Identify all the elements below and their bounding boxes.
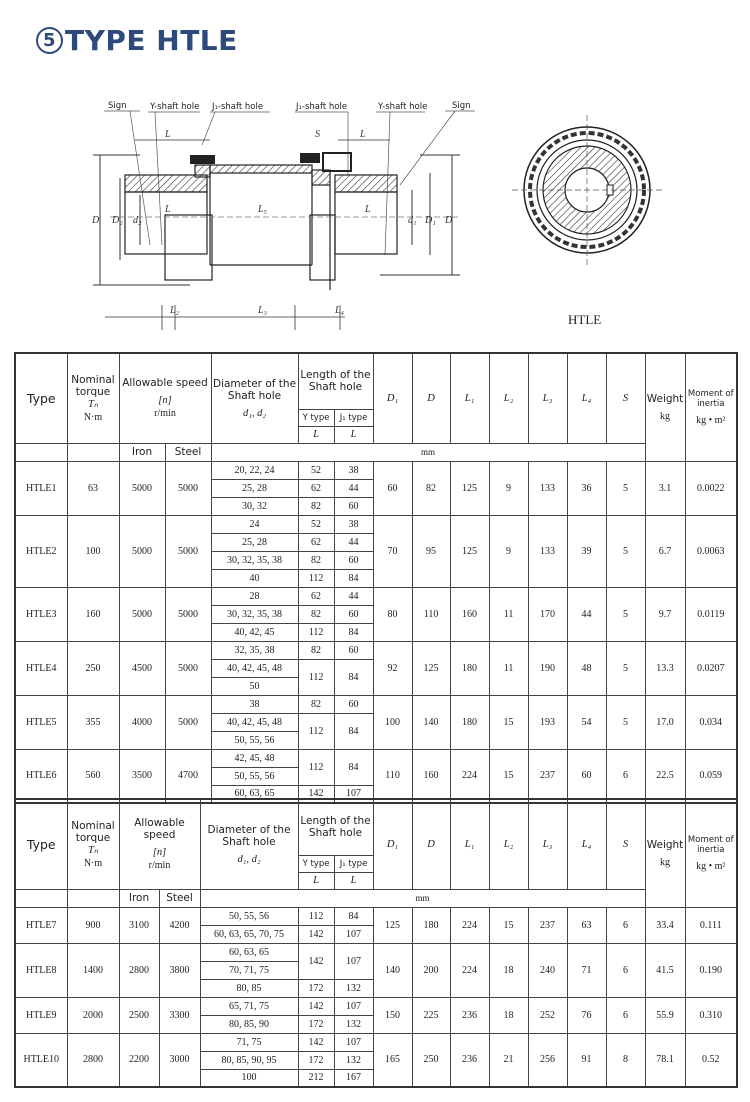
cell-type: HTLE1 [15,461,67,515]
header-y-type: Y type [298,409,334,426]
cell-L3: 190 [528,641,567,695]
cell-inertia: 0.310 [685,997,737,1033]
table-row [15,943,737,961]
header-S: S [606,353,645,443]
cell-L2: 21 [489,1033,528,1087]
dim-S: S [315,129,320,140]
cell-bore: 60, 63, 65 [211,785,298,803]
cell-inertia: 0.0022 [685,461,737,515]
coupling-diagram [90,95,690,340]
cell-type: HTLE10 [15,1033,67,1087]
cell-torque: 2800 [67,1033,119,1087]
cell-L1: 236 [450,997,489,1033]
cell-L1: 180 [450,641,489,695]
cell-D1: 150 [373,997,412,1033]
cell-bore: 40 [211,569,298,587]
cell-j1-length: 44 [334,479,373,497]
cell-bore: 20, 22, 24 [211,461,298,479]
cell-weight: 9.7 [645,587,685,641]
cell-y-length: 82 [298,641,334,659]
cell-iron: 4500 [119,641,165,695]
dim-d2: d₂ [133,215,142,226]
cell-D1: 125 [373,907,412,943]
label-j1-shaft-left: J₁-shaft hole [212,102,264,112]
cell-torque: 1400 [67,943,119,997]
cell-L2: 18 [489,943,528,997]
cell-bore: 25, 28 [211,479,298,497]
cell-inertia: 0.059 [685,749,737,803]
cell-L3: 252 [528,997,567,1033]
cell-iron: 5000 [119,587,165,641]
dim-D-right: D [445,215,453,226]
cell-j1-length: 107 [334,925,373,943]
cell-type: HTLE5 [15,695,67,749]
dim-L5: L₅ [258,204,268,215]
header-D1: D₁ [373,353,412,443]
cell-j1-length: 132 [334,1051,373,1069]
cell-steel: 5000 [165,641,211,695]
cell-j1-length: 84 [334,713,373,749]
cell-y-length: 112 [298,569,334,587]
cell-L2: 15 [489,907,528,943]
cell-y-length: 112 [298,907,334,925]
cell-D1: 70 [373,515,412,587]
header-length: Length of the Shaft hole [298,799,373,855]
cell-S: 8 [606,1033,645,1087]
cell-weight: 6.7 [645,515,685,587]
cell-L3: 133 [528,461,567,515]
cell-type: HTLE2 [15,515,67,587]
cell-y-length: 112 [298,659,334,695]
header-blank-2 [67,889,119,907]
cell-D: 160 [412,749,450,803]
cell-bore: 80, 85, 90 [200,1015,298,1033]
cell-bore: 60, 63, 65 [200,943,298,961]
cell-inertia: 0.111 [685,907,737,943]
cell-L1: 160 [450,587,489,641]
cell-j1-length: 84 [334,659,373,695]
cell-steel: 3300 [159,997,200,1033]
dim-D2: D₂ [112,215,123,226]
cell-D: 200 [412,943,450,997]
cell-S: 5 [606,515,645,587]
cell-inertia: 0.0207 [685,641,737,695]
section-number-badge: 5 [36,27,63,54]
cell-j1-length: 107 [334,1033,373,1051]
dim-L-top-left: L [165,129,171,140]
header-blank-2 [67,443,119,461]
cell-j1-length: 84 [334,907,373,925]
cell-L4: 71 [567,943,606,997]
cell-bore: 65, 71, 75 [200,997,298,1015]
cell-bore: 30, 32, 35, 38 [211,605,298,623]
header-moment: Moment of inertia kg • m² [685,353,737,461]
cell-L1: 125 [450,515,489,587]
cell-bore: 32, 35, 38 [211,641,298,659]
cell-j1-length: 132 [334,1015,373,1033]
cell-L4: 76 [567,997,606,1033]
dim-L4: L₄ [335,305,345,316]
cell-torque: 355 [67,695,119,749]
cell-weight: 41.5 [645,943,685,997]
cell-y-length: 62 [298,533,334,551]
cell-weight: 55.9 [645,997,685,1033]
cell-type: HTLE6 [15,749,67,803]
label-y-shaft-right: Y-shaft hole [378,102,428,112]
cell-type: HTLE3 [15,587,67,641]
cell-weight: 78.1 [645,1033,685,1087]
table-row [15,997,737,1015]
table-row [15,1033,737,1051]
cell-bore: 30, 32 [211,497,298,515]
header-blank-1 [15,443,67,461]
cell-y-length: 142 [298,785,334,803]
cell-weight: 3.1 [645,461,685,515]
cell-bore: 40, 42, 45, 48 [211,713,298,731]
title-text: TYPE HTLE [65,24,238,57]
cell-j1-length: 60 [334,605,373,623]
cell-steel: 5000 [165,461,211,515]
header-torque: Nominal torque Tₙ N·m [67,353,119,443]
cell-inertia: 0.0119 [685,587,737,641]
cell-y-length: 172 [298,1015,334,1033]
header-length: Length of the Shaft hole [298,353,373,409]
cell-L1: 224 [450,907,489,943]
cell-j1-length: 132 [334,979,373,997]
cell-L2: 11 [489,587,528,641]
dim-L-right: L [365,204,371,215]
header-diameter: Diameter of the Shaft hole d₁, d₂ [211,353,298,443]
header-j1-type: J₁ type [334,409,373,426]
cell-S: 5 [606,587,645,641]
cell-type: HTLE4 [15,641,67,695]
cell-j1-length: 44 [334,533,373,551]
cell-D: 95 [412,515,450,587]
cell-L1: 224 [450,943,489,997]
cell-inertia: 0.034 [685,695,737,749]
cell-j1-length: 107 [334,785,373,803]
header-weight: Weight kg [645,799,685,907]
cell-torque: 2000 [67,997,119,1033]
cell-steel: 5000 [165,587,211,641]
cell-bore: 60, 63, 65, 70, 75 [200,925,298,943]
cell-y-length: 82 [298,605,334,623]
cell-bore: 24 [211,515,298,533]
header-j1-L: L [334,426,373,443]
cell-bore: 28 [211,587,298,605]
cell-type: HTLE9 [15,997,67,1033]
cell-L3: 256 [528,1033,567,1087]
cell-L3: 170 [528,587,567,641]
cell-j1-length: 38 [334,515,373,533]
dim-D-left: D [92,215,100,226]
cell-D: 250 [412,1033,450,1087]
cell-y-length: 212 [298,1069,334,1087]
cell-D: 110 [412,587,450,641]
header-j1-L: L [334,872,373,889]
cell-j1-length: 84 [334,749,373,785]
header-speed: Allowable speed [n] r/min [119,353,211,443]
cell-j1-length: 107 [334,943,373,979]
cell-bore: 38 [211,695,298,713]
cell-j1-length: 38 [334,461,373,479]
cell-bore: 50 [211,677,298,695]
cell-L3: 237 [528,907,567,943]
cell-L2: 15 [489,749,528,803]
header-torque: Nominal torque Tₙ N·m [67,799,119,889]
cell-y-length: 142 [298,943,334,979]
cell-L4: 91 [567,1033,606,1087]
header-steel: Steel [165,443,211,461]
cell-L2: 18 [489,997,528,1033]
cell-iron: 3500 [119,749,165,803]
cell-S: 5 [606,461,645,515]
header-iron: Iron [119,443,165,461]
cell-D1: 110 [373,749,412,803]
cell-j1-length: 60 [334,641,373,659]
cell-y-length: 82 [298,695,334,713]
dim-d1: d₁ [408,215,417,226]
header-L3: L₃ [528,799,567,889]
cell-L2: 9 [489,461,528,515]
cell-torque: 250 [67,641,119,695]
cell-j1-length: 44 [334,587,373,605]
cell-D: 180 [412,907,450,943]
cell-L1: 180 [450,695,489,749]
cell-L3: 237 [528,749,567,803]
cell-y-length: 142 [298,997,334,1015]
header-L4: L₄ [567,799,606,889]
cell-L2: 15 [489,695,528,749]
cell-j1-length: 60 [334,497,373,515]
cell-iron: 5000 [119,461,165,515]
cell-j1-length: 167 [334,1069,373,1087]
cell-steel: 4200 [159,907,200,943]
cell-D: 225 [412,997,450,1033]
cell-y-length: 142 [298,1033,334,1051]
cell-j1-length: 60 [334,695,373,713]
table-row [15,461,737,479]
header-L3: L₃ [528,353,567,443]
header-weight: Weight kg [645,353,685,461]
label-j1-shaft-right: J₁-shaft hole [296,102,348,112]
cell-y-length: 82 [298,551,334,569]
cell-bore: 40, 42, 45 [211,623,298,641]
cell-inertia: 0.190 [685,943,737,997]
cell-torque: 900 [67,907,119,943]
cell-D: 125 [412,641,450,695]
cell-weight: 33.4 [645,907,685,943]
cell-L3: 193 [528,695,567,749]
label-sign-right: Sign [452,101,471,111]
table-row [15,515,737,533]
cell-S: 6 [606,907,645,943]
cell-y-length: 112 [298,713,334,749]
cell-steel: 3000 [159,1033,200,1087]
cell-weight: 13.3 [645,641,685,695]
cell-S: 6 [606,943,645,997]
cell-bore: 70, 71, 75 [200,961,298,979]
label-sign-left: Sign [108,101,127,111]
header-type: Type [15,353,67,443]
cell-type: HTLE7 [15,907,67,943]
cell-L4: 63 [567,907,606,943]
cell-torque: 63 [67,461,119,515]
cell-bore: 71, 75 [200,1033,298,1051]
cell-y-length: 172 [298,979,334,997]
cell-torque: 560 [67,749,119,803]
cell-bore: 80, 85 [200,979,298,997]
header-blank-1 [15,889,67,907]
header-L2: L₂ [489,799,528,889]
cell-D1: 165 [373,1033,412,1087]
cell-L3: 240 [528,943,567,997]
cell-S: 6 [606,997,645,1033]
cell-inertia: 0.0063 [685,515,737,587]
cell-L4: 60 [567,749,606,803]
spec-table-1 [14,352,738,804]
cell-y-length: 112 [298,623,334,641]
cell-weight: 17.0 [645,695,685,749]
cell-y-length: 52 [298,515,334,533]
cell-y-length: 142 [298,925,334,943]
header-mm: mm [200,889,645,907]
cell-bore: 40, 42, 45, 48 [211,659,298,677]
cell-torque: 100 [67,515,119,587]
header-diameter: Diameter of the Shaft hole d₁, d₂ [200,799,298,889]
cell-D: 140 [412,695,450,749]
cell-S: 5 [606,641,645,695]
cell-y-length: 62 [298,479,334,497]
cell-iron: 5000 [119,515,165,587]
header-speed: Allowable speed [n] r/min [119,799,200,889]
dim-L-top-right: L [360,129,366,140]
cell-L4: 54 [567,695,606,749]
cell-y-length: 112 [298,749,334,785]
header-D1: D₁ [373,799,412,889]
cell-L3: 133 [528,515,567,587]
cell-bore: 30, 32, 35, 38 [211,551,298,569]
cell-L2: 11 [489,641,528,695]
header-moment: Moment of inertia kg • m² [685,799,737,907]
header-L4: L₄ [567,353,606,443]
table-row [15,749,737,767]
table-row [15,641,737,659]
technical-drawing [90,95,690,340]
diagram-caption: HTLE [568,312,602,327]
cell-iron: 2800 [119,943,159,997]
cell-D: 82 [412,461,450,515]
end-view [512,115,662,265]
cell-j1-length: 84 [334,623,373,641]
header-j1-type: J₁ type [334,855,373,872]
header-type: Type [15,799,67,889]
cell-steel: 3800 [159,943,200,997]
cell-bore: 50, 55, 56 [200,907,298,925]
cell-y-length: 172 [298,1051,334,1069]
cell-bore: 25, 28 [211,533,298,551]
cell-D1: 100 [373,695,412,749]
header-S: S [606,799,645,889]
header-L1: L₁ [450,353,489,443]
cell-torque: 160 [67,587,119,641]
dim-D1: D₁ [425,215,436,226]
table-row [15,587,737,605]
header-steel: Steel [159,889,200,907]
cell-L4: 36 [567,461,606,515]
table-row [15,907,737,925]
spec-table-2 [14,798,738,1088]
cell-inertia: 0.52 [685,1033,737,1087]
label-y-shaft-left: Y-shaft hole [150,102,200,112]
cell-bore: 50, 55, 56 [211,767,298,785]
cell-D1: 92 [373,641,412,695]
dim-L2: L₂ [170,305,180,316]
dim-L-left: L [165,204,171,215]
dim-L3: L₃ [258,305,268,316]
header-D: D [412,799,450,889]
cell-y-length: 82 [298,497,334,515]
cell-steel: 5000 [165,515,211,587]
cell-L4: 39 [567,515,606,587]
cell-iron: 2500 [119,997,159,1033]
cell-bore: 80, 85, 90, 95 [200,1051,298,1069]
cell-steel: 4700 [165,749,211,803]
header-mm: mm [211,443,645,461]
cell-iron: 2200 [119,1033,159,1087]
cell-y-length: 62 [298,587,334,605]
header-y-type: Y type [298,855,334,872]
cell-iron: 3100 [119,907,159,943]
cell-j1-length: 84 [334,569,373,587]
cell-bore: 42, 45, 48 [211,749,298,767]
cell-weight: 22.5 [645,749,685,803]
cell-D1: 80 [373,587,412,641]
header-L2: L₂ [489,353,528,443]
header-D: D [412,353,450,443]
header-L1: L₁ [450,799,489,889]
page-title [36,24,238,57]
cell-D1: 140 [373,943,412,997]
cell-bore: 50, 55, 56 [211,731,298,749]
cell-type: HTLE8 [15,943,67,997]
cell-iron: 4000 [119,695,165,749]
cell-L1: 224 [450,749,489,803]
cell-bore: 100 [200,1069,298,1087]
cell-L4: 48 [567,641,606,695]
cell-j1-length: 107 [334,997,373,1015]
cell-L1: 125 [450,461,489,515]
cell-y-length: 52 [298,461,334,479]
cell-S: 6 [606,749,645,803]
header-y-L: L [298,426,334,443]
cell-L4: 44 [567,587,606,641]
cell-L2: 9 [489,515,528,587]
cell-S: 5 [606,695,645,749]
header-iron: Iron [119,889,159,907]
cell-steel: 5000 [165,695,211,749]
cell-L1: 236 [450,1033,489,1087]
cell-D1: 60 [373,461,412,515]
header-y-L: L [298,872,334,889]
table-row [15,695,737,713]
cell-j1-length: 60 [334,551,373,569]
